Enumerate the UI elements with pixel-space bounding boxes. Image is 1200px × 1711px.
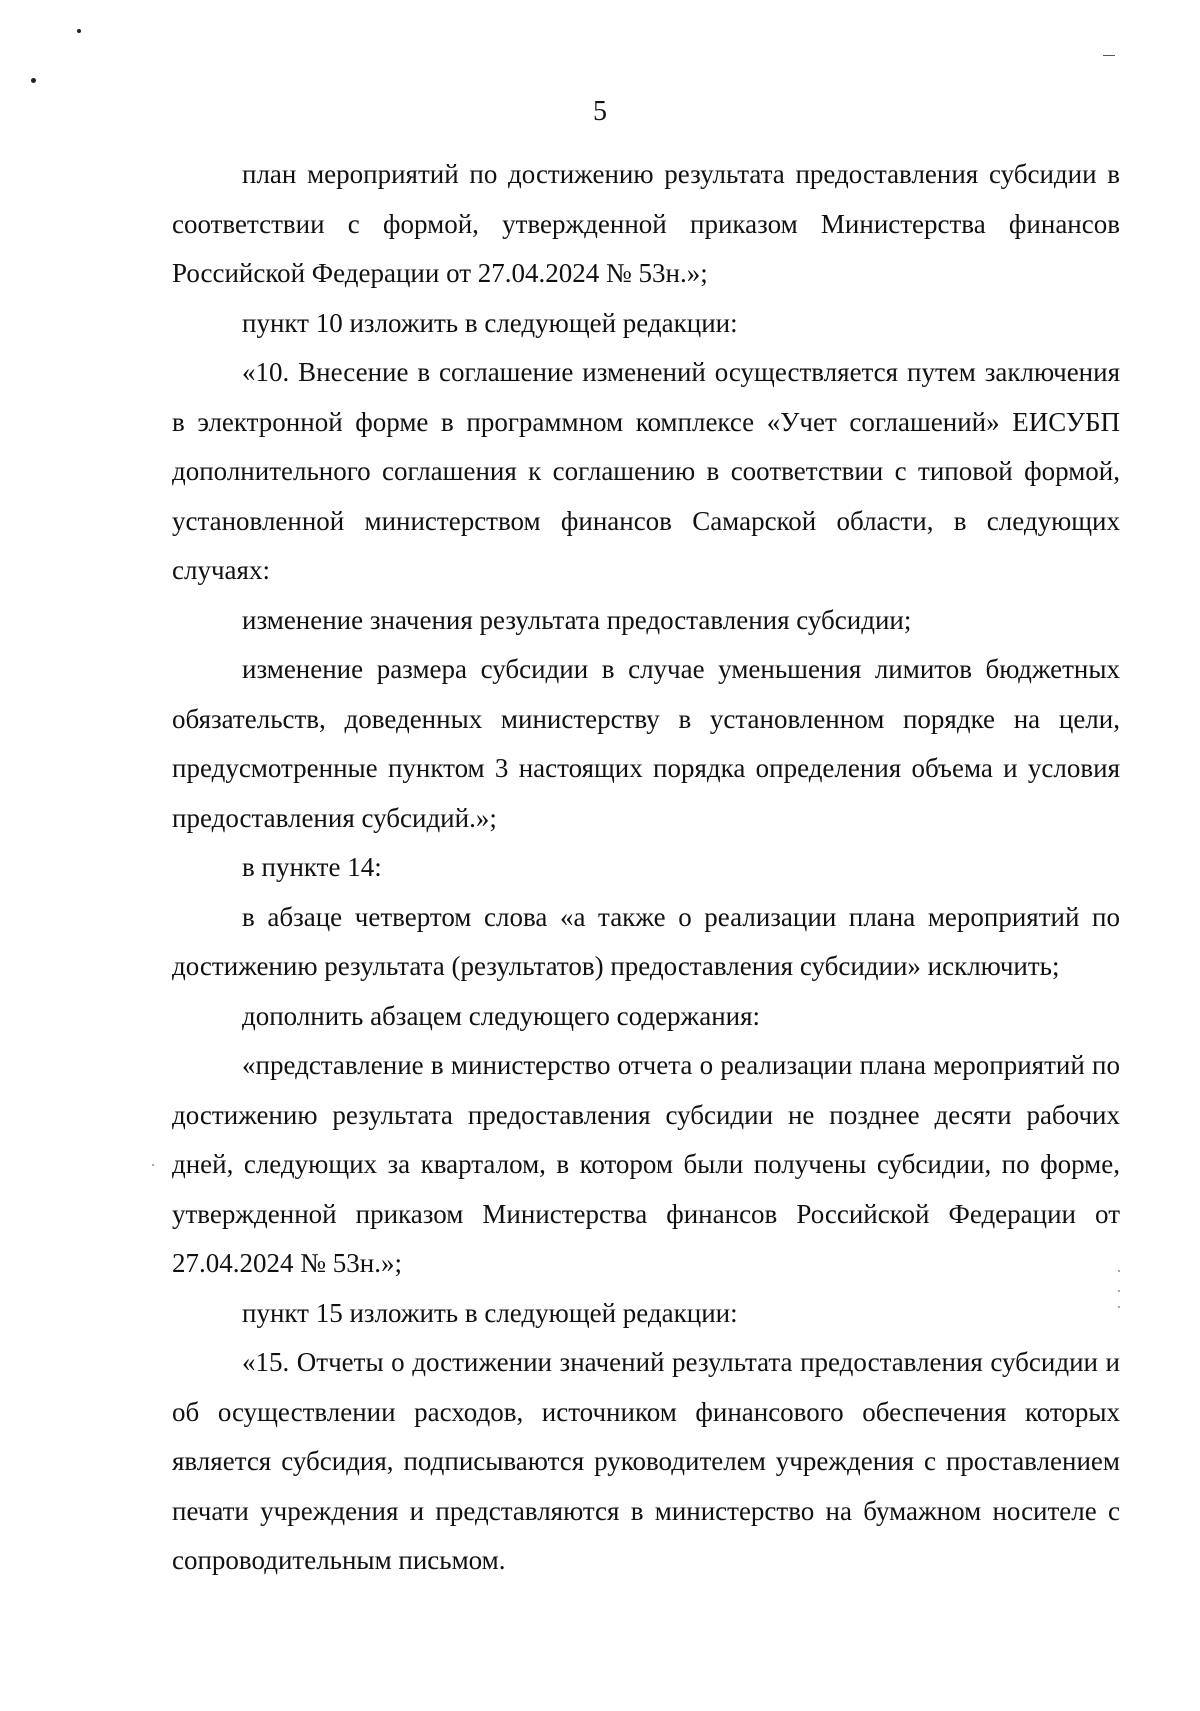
paragraph: «10. Внесение в соглашение изменений осуществляется путем заключения в электронной форме в программном комплексе «Учет соглашений» ЕИСУБП дополнительного соглашения к соглашению в соответствии с типовой формой, установленной министерством финансов Самарской области, в следующих случаях:	[172, 357, 1120, 585]
paragraph: «представление в министерство отчета о реализации плана мероприятий по достижению результата предоставления субсидии не позднее десяти рабочих дней, следующих за кварталом, в котором были получены субсидии, по форме, утвержденной приказом Министерства финансов Российской Федерации от 27.04.2024 № 53н.»;	[172, 1050, 1120, 1278]
paragraph: пункт 10 изложить в следующей редакции:	[242, 307, 738, 338]
document-body	[172, 150, 1120, 1586]
paragraph: «15. Отчеты о достижении значений результата предоставления субсидии и об осуществлении расходов, источником финансового обеспечения которых является субсидия, подписываются руководителем учреждения с проставлением печати учреждения и представляются в министерство на бумажном носителе с сопроводительным письмом.	[172, 1347, 1120, 1575]
paragraph: план мероприятий по достижению результата предоставления субсидии в соответствии с формой, утвержденной приказом Министерства финансов Российской Федерации от 27.04.2024 № 53н.»;	[172, 159, 1120, 288]
paragraph: пункт 15 изложить в следующей редакции:	[242, 1297, 738, 1328]
page-number: 5	[593, 96, 607, 127]
scan-speck	[77, 29, 81, 33]
scan-speck	[31, 78, 36, 83]
paragraph: в абзаце четвертом слова «а также о реализации плана мероприятий по достижению результата (результатов) предоставления субсидии» исключить;	[172, 901, 1120, 981]
paragraph: изменение значения результата предоставления субсидии;	[242, 604, 912, 635]
paragraph: в пункте 14:	[242, 852, 382, 882]
paragraph: изменение размера субсидии в случае уменьшения лимитов бюджетных обязательств, доведенных министерству в установленном порядке на цели, предусмотренные пунктом 3 настоящих порядка определения объема и условия предоставления субсидий.»;	[172, 654, 1120, 833]
scan-artifact	[152, 1164, 154, 1166]
scan-artifact	[1103, 55, 1115, 56]
paragraph: дополнить абзацем следующего содержания:	[242, 1000, 761, 1031]
